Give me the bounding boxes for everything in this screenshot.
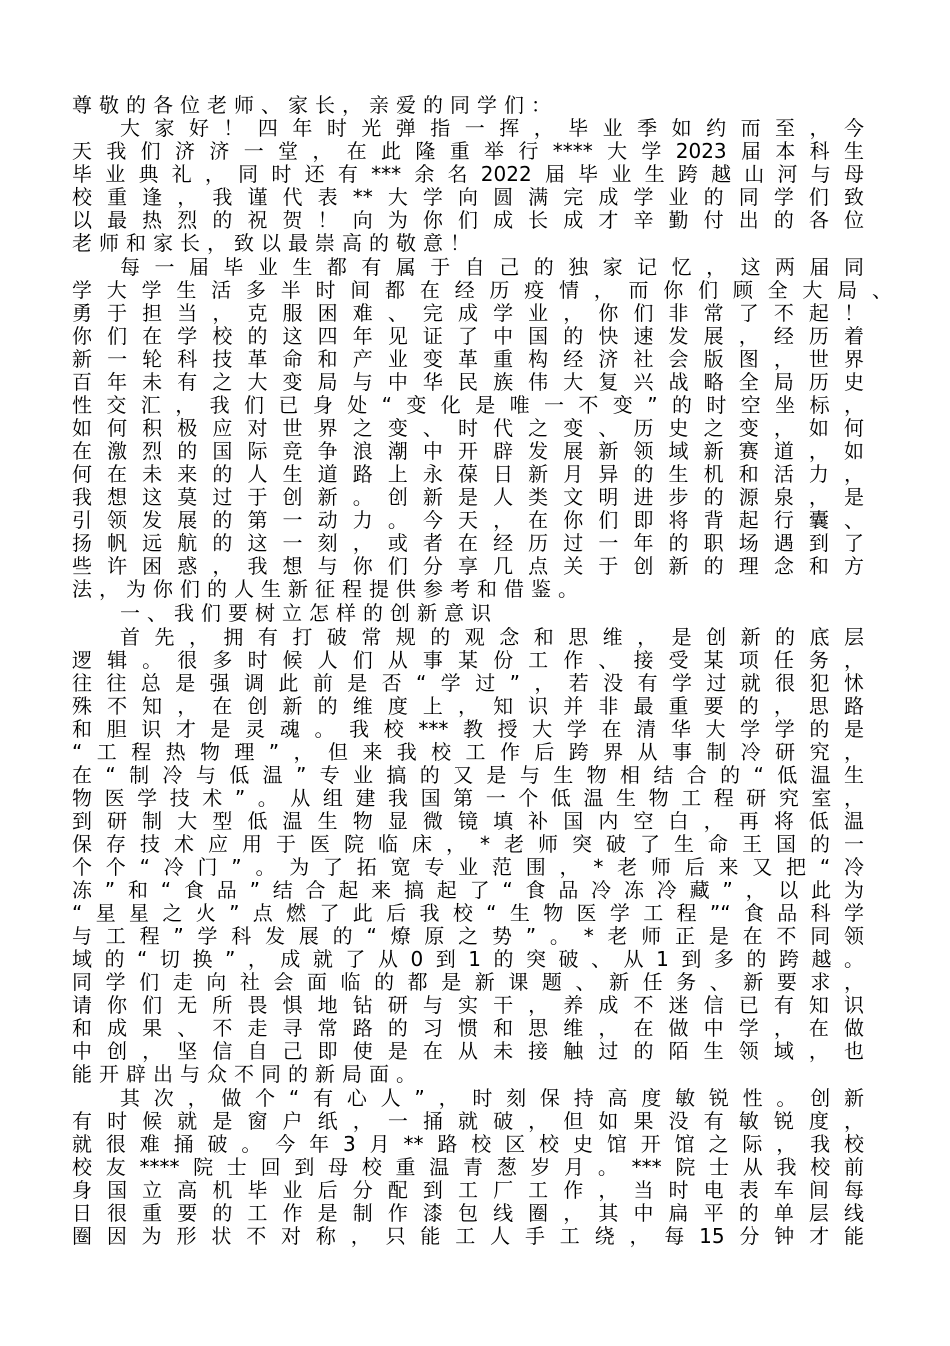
paragraph-line: 有时候就是窗户纸，一捅就破，但如果没有敏锐度， [72, 1109, 864, 1133]
paragraph-line: 与工程”学科发展的“燎原之势”。*老师正是在不同领 [72, 924, 864, 948]
paragraph-line: 就很难捅破。今年3月**路校区校史馆开馆之际，我校 [72, 1132, 864, 1156]
paragraph-line: 在激烈的国际竞争浪潮中开辟发展新领域新赛道，如 [72, 439, 864, 463]
paragraph-line: 以最热烈的祝贺！向为你们成长成才辛勤付出的各位 [72, 208, 864, 232]
paragraph-line: 请你们无所畏惧地钻研与实干，养成不迷信已有知识 [72, 993, 864, 1017]
paragraph-line: “工程热物理”，但来我校工作后跨界从事制冷研究， [72, 740, 864, 764]
paragraph-line: 扬帆远航的这一刻，或者在经历过一年的职场遇到了 [72, 531, 864, 555]
paragraph-line: 每一届毕业生都有属于自己的独家记忆，这两届同 [120, 255, 864, 279]
paragraph-line: 百年未有之大变局与中华民族伟大复兴战略全局历史 [72, 370, 864, 394]
paragraph-line: 其次，做个“有心人”，时刻保持高度敏锐性。创新 [120, 1086, 864, 1110]
paragraph-line: 大家好！四年时光弹指一挥，毕业季如约而至，今 [120, 116, 864, 140]
paragraph-line: 在“制冷与低温”专业搞的又是与生物相结合的“低温生 [72, 763, 864, 787]
paragraph-line: 老师和家长，致以最崇高的敬意！ [72, 231, 477, 255]
paragraph-line: 些许困惑，我想与你们分享几点关于创新的理念和方 [72, 554, 864, 578]
section-heading: 一、我们要树立怎样的创新意识 [120, 601, 498, 625]
paragraph-line: 天我们济济一堂，在此隆重举行****大学2023届本科生 [72, 139, 864, 163]
paragraph-line: 域的“切换”，成就了从0到1的突破、从1到多的跨越。 [72, 947, 864, 971]
paragraph-line: 如何积极应对世界之变、时代之变、历史之变，如何 [72, 416, 864, 440]
paragraph-line: 往往总是强调此前是否“学过”，若没有学过就很犯怵 [72, 671, 864, 695]
paragraph-line: 能开辟出与众不同的新局面。 [72, 1062, 423, 1086]
paragraph-line: 和胆识才是灵魂。我校***教授大学在清华大学学的是 [72, 717, 864, 741]
paragraph-line: 学大学生活多半时间都在经历疫情，而你们顾全大局、 [72, 278, 892, 302]
paragraph-line: 逻辑。很多时候人们从事某份工作、接受某项任务， [72, 648, 864, 672]
salutation: 尊敬的各位老师、家长，亲爱的同学们： [72, 93, 558, 117]
paragraph-line: 何在未来的人生道路上永葆日新月异的生机和活力， [72, 462, 864, 486]
paragraph-line: 你们在学校的这四年见证了中国的快速发展，经历着 [72, 324, 864, 348]
paragraph-line: 校友****院士回到母校重温青葱岁月。***院士从我校前 [72, 1155, 864, 1179]
paragraph-line: 引领发展的第一动力。今天，在你们即将背起行囊、 [72, 508, 864, 532]
paragraph-line: 首先，拥有打破常规的观念和思维，是创新的底层 [120, 625, 864, 649]
paragraph-line: 圈因为形状不对称，只能工人手工绕，每15分钟才能 [72, 1224, 864, 1248]
paragraph-line: 法，为你们的人生新征程提供参考和借鉴。 [72, 577, 585, 601]
paragraph-line: 到研制大型低温生物显微镜填补国内空白，再将低温 [72, 809, 864, 833]
paragraph-line: 性交汇，我们已身处“变化是唯一不变”的时空坐标， [72, 393, 864, 417]
paragraph-line: 日很重要的工作是制作漆包线圈，其中扁平的单层线 [72, 1201, 864, 1225]
paragraph-line: 殊不知，在创新的维度上，知识并非最重要的，思路 [72, 694, 864, 718]
paragraph-line: 校重逢，我谨代表**大学向圆满完成学业的同学们致 [72, 185, 864, 209]
paragraph-line: 保存技术应用于医院临床，*老师突破了生命王国的一 [72, 832, 864, 856]
paragraph-line: 个个“冷门”。为了拓宽专业范围，*老师后来又把“冷 [72, 855, 864, 879]
paragraph-line: 和成果、不走寻常路的习惯和思维，在做中学，在做 [72, 1016, 864, 1040]
paragraph-line: 物医学技术”。从组建我国第一个低温生物工程研究室， [72, 786, 864, 810]
paragraph-line: “星星之火”点燃了此后我校“生物医学工程”“食品科学 [72, 901, 864, 925]
paragraph-line: 身国立高机毕业后分配到工厂工作，当时电表车间每 [72, 1178, 864, 1202]
paragraph-line: 同学们走向社会面临的都是新课题、新任务、新要求， [72, 970, 864, 994]
paragraph-line: 新一轮科技革命和产业变革重构经济社会版图，世界 [72, 347, 864, 371]
paragraph-line: 中创，坚信自己即使是在从未接触过的陌生领域，也 [72, 1039, 864, 1063]
paragraph-line: 毕业典礼，同时还有***余名2022届毕业生跨越山河与母 [72, 162, 864, 186]
paragraph-line: 冻”和“食品”结合起来搞起了“食品冷冻冷藏”，以此为 [72, 878, 864, 902]
paragraph-line: 勇于担当，克服困难、完成学业，你们非常了不起！ [72, 301, 864, 325]
paragraph-line: 我想这莫过于创新。创新是人类文明进步的源泉，是 [72, 485, 864, 509]
